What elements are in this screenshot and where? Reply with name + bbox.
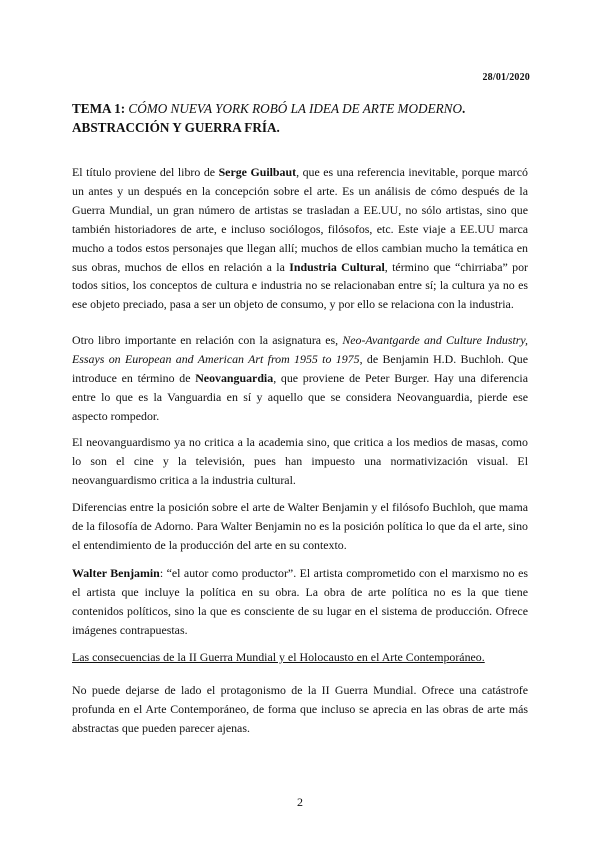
text-span: , de Benjamin H.D. Buchloh. Que introduce en término de bbox=[72, 351, 528, 385]
paragraph-walter-benjamin bbox=[72, 564, 528, 640]
paragraph-neovanguardismo: El neovanguardismo ya no critica a la academia sino, que critica a los medios de masas, como lo son el cine y la televisión, pues han impuesto una normativización visual. El neovanguardismo critica a la industria cultural. bbox=[72, 435, 528, 487]
text-span: El título proviene del libro de bbox=[72, 165, 219, 179]
text-span: : “el autor como productor”. El artista comprometido con el marxismo no es el artista que incluye la política en su obra. La obra de arte política no es la que tiene contenidos políticos, sino la que es consciente de su lugar en el sistema de producción. Ofrece imágenes contrapuestas. bbox=[72, 566, 528, 637]
document-date: 28/01/2020 bbox=[482, 72, 530, 83]
heading-title: CÓMO NUEVA YORK ROBÓ LA IDEA DE ARTE MODERNO bbox=[128, 101, 463, 116]
topic-heading bbox=[72, 99, 542, 137]
paragraph-diferencias: Diferencias entre la posición sobre el arte de Walter Benjamin y el filósofo Buchloh, que mama de la filosofía de Adorno. Para Walter Benjamin no es la posición política lo que da el arte, sino el entendimiento de la producción del arte en su contexto. bbox=[72, 500, 528, 552]
text-span: , que es una referencia inevitable, porque marcó un antes y un después en la concepción sobre el arte. Es un análisis de cómo después de la Guerra Mundial, un gran número de artistas se trasladan a EE.UU, no sólo artistas, sino que también historiadores de arte, e incluso sociólogos, filósofos, etc. Este viaje a EE.UU marca mucho a todos estos personajes que llegan allí; muchos de ellos cambian mucho la temática en sus obras, muchos de ellos en relación a la bbox=[72, 165, 528, 274]
heading-line-1 bbox=[72, 99, 542, 118]
text-span: , que proviene de Peter Burger. Hay una diferencia entre lo que es la Vanguardia en sí y aquello que se considera Neovanguardia, pierde ese aspecto rompedor. bbox=[72, 370, 528, 423]
heading-prefix: TEMA 1: bbox=[72, 101, 129, 116]
paragraph-guilbaut bbox=[72, 163, 528, 314]
italic-book-title: Neo-Avantgarde and Culture Industry, Essays on European and American Art from 1955 to 1975 bbox=[72, 333, 528, 366]
paragraph-buchloh bbox=[72, 331, 528, 426]
bold-author-name: Serge Guilbaut bbox=[218, 165, 297, 179]
text-span: , término que “chirriaba” por todos sitios, los conceptos de cultura e industria no se relacionaban entre sí; la cultura ya no es ese objeto preciado, pasa a ser un objeto de consumo, y por ello se relaciona con la industria. bbox=[72, 259, 529, 312]
heading-subtitle: ABSTRACCIÓN Y GUERRA FRÍA. bbox=[72, 120, 280, 135]
heading-period: . bbox=[462, 101, 466, 116]
bold-author-name: Walter Benjamin bbox=[72, 566, 160, 580]
section-subheading: Las consecuencias de la II Guerra Mundial y el Holocausto en el Arte Contemporáneo. bbox=[72, 650, 485, 664]
bold-term: Neovanguardia bbox=[195, 370, 274, 385]
bold-term: Industria Cultural bbox=[289, 259, 385, 274]
page-number: 2 bbox=[297, 795, 303, 809]
text-span: Otro libro importante en relación con la asignatura es, bbox=[72, 333, 343, 347]
paragraph-segunda-guerra: No puede dejarse de lado el protagonismo de la II Guerra Mundial. Ofrece una catástrofe profunda en el Arte Contemporáneo, de forma que incluso se aprecia en las obras de arte más abstractas que pueden parecer ajenas. bbox=[72, 683, 528, 735]
